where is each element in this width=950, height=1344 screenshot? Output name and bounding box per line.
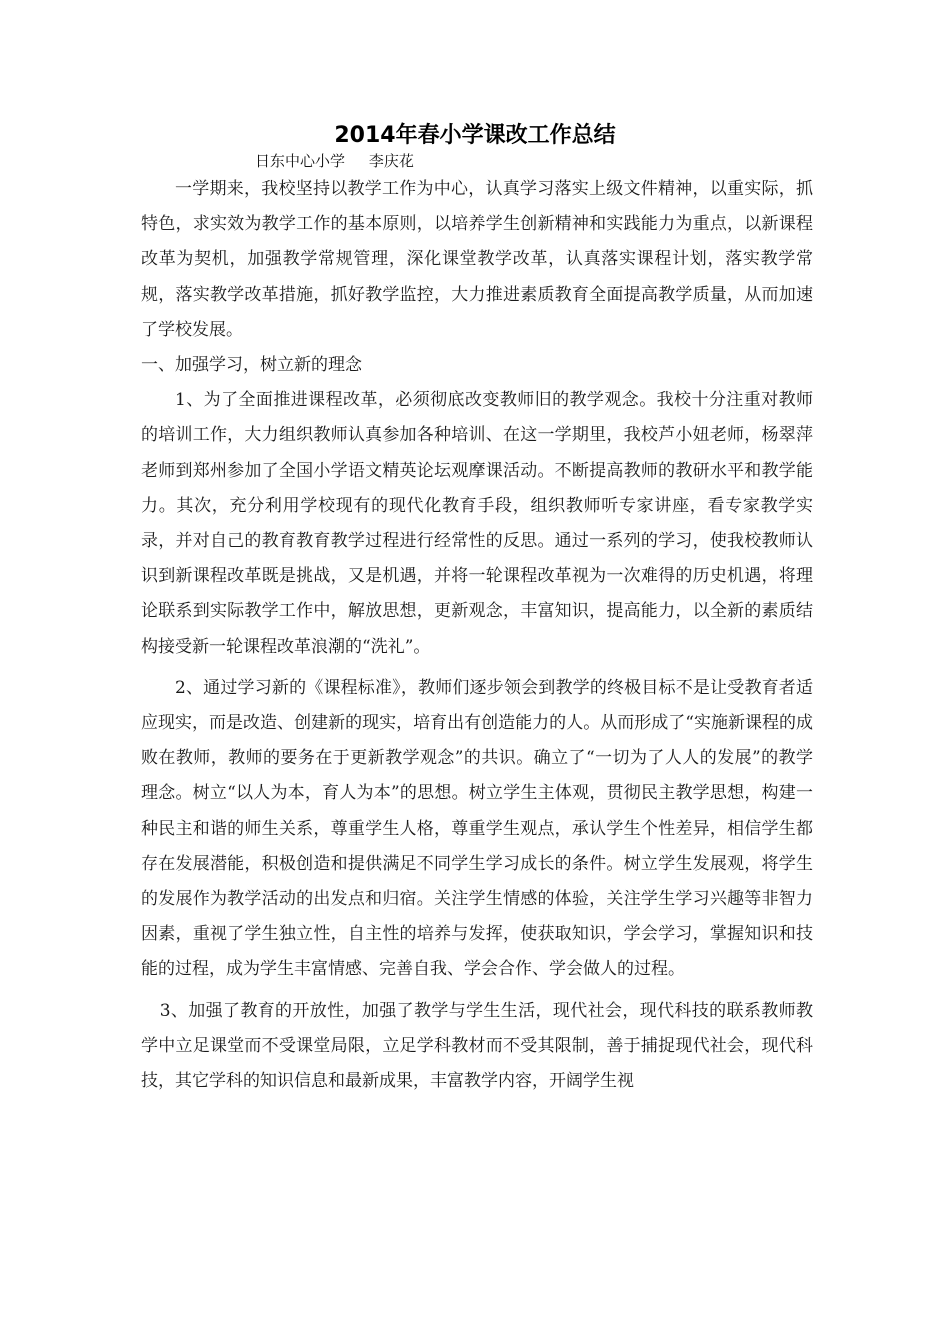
paragraph-item-3: 3、加强了教育的开放性，加强了教学与学生生活，现代社会，现代科技的联系教师教学中立足课堂而不受课堂局限，立足学科教材而不受其限制，善于捕捉现代社会，现代科技，其它学科的知识信息和最新成果，丰富教学内容，开阔学生视 [141,1000,813,1092]
paragraph-item-2: 2、通过学习新的《课程标准》，教师们逐步领会到教学的终极目标不是让受教育者适应现实，而是改造、创建新的现实，培育出有创造能力的人。从而形成了“实施新课程的成败在教师，教师的要务在于更新教学观念”的共识。确立了“一切为了人人的发展”的教学理念。树立“以人为本，育人为本”的思想。树立学生主体观，贯彻民主教学思想，构建一种民主和谐的师生关系，尊重学生人格，尊重学生观点，承认学生个性差异，相信学生都存在发展潜能，积极创造和提供满足不同学生学习成长的条件。树立学生发展观，将学生的发展作为教学活动的出发点和归宿。关注学生情感的体验，关注学生学习兴趣等非智力因素，重视了学生独立性，自主性的培养与发挥，使获取知识，学会学习，掌握知识和技能的过程，成为学生丰富情感、完善自我、学会合作、学会做人的过程。 [141,677,813,980]
document-byline: 日东中心小学 李庆花 [255,152,414,170]
document-body [141,172,813,1099]
paragraph-intro: 一学期来，我校坚持以教学工作为中心，认真学习落实上级文件精神，以重实际，抓特色，求实效为教学工作的基本原则，以培养学生创新精神和实践能力为重点，以新课程改革为契机，加强教学常规管理，深化课堂教学改革，认真落实课程计划，落实教学常规，落实教学改革措施，抓好教学监控，大力推进素质教育全面提高教学质量，从而加速了学校发展。 [141,179,813,340]
paragraph-item-1: 1、为了全面推进课程改革，必须彻底改变教师旧的教学观念。我校十分注重对教师的培训工作，大力组织教师认真参加各种培训、在这一学期里，我校芦小妞老师，杨翠萍老师到郑州参加了全国小学语文精英论坛观摩课活动。不断提高教师的教研水平和教学能力。其次，充分利用学校现有的现代化教育手段，组织教师听专家讲座，看专家教学实录，并对自己的教育教育教学过程进行经常性的反思。通过一系列的学习，使我校教师认识到新课程改革既是挑战，又是机遇，并将一轮课程改革视为一次难得的历史机遇，将理论联系到实际教学工作中，解放思想，更新观念，丰富知识，提高能力，以全新的素质结构接受新一轮课程改革浪潮的“洗礼”。 [141,390,813,657]
section-heading-1: 一、加强学习，树立新的理念 [141,355,362,376]
document-title: 2014年春小学课改工作总结 [334,123,616,148]
